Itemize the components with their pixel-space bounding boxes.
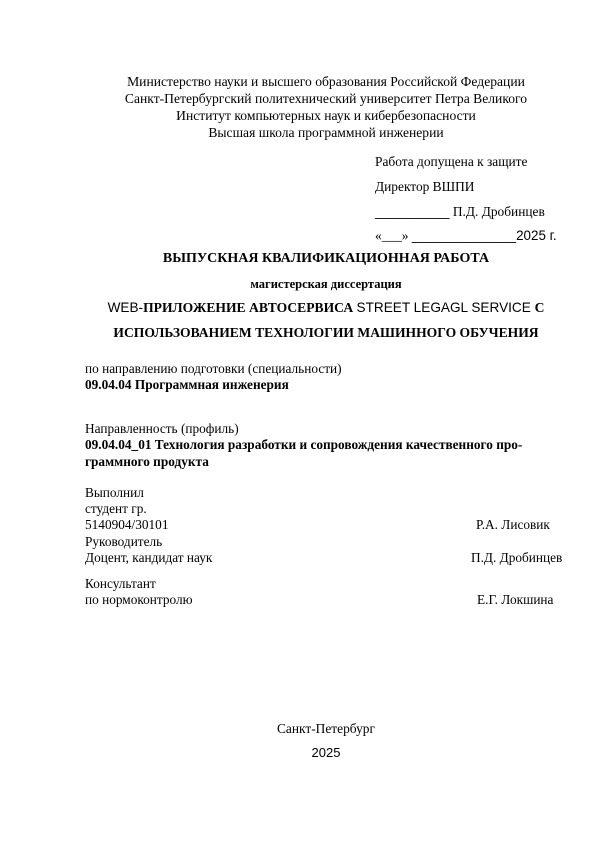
- supervisor-title: Доцент, кандидат наук: [85, 550, 213, 565]
- director-title: Директор ВШПИ: [375, 179, 475, 194]
- year: 2025: [311, 745, 341, 760]
- director-name: П.Д. Дробинцев: [452, 204, 545, 219]
- consultant-name: Е.Г. Локшина: [477, 592, 554, 607]
- director-signature-line: [375, 204, 545, 220]
- city: Санкт-Петербург: [277, 721, 375, 736]
- student-name: Р.А. Лисовик: [476, 517, 550, 532]
- profile-value-line-1: 09.04.04_01 Технология разработки и сопровождения качественного про-: [85, 437, 523, 452]
- university-line: Санкт-Петербургский политехнический университет Петра Великого: [124, 91, 528, 106]
- thesis-title-line-1: [0, 300, 595, 316]
- profile-label: Направленность (профиль): [85, 421, 239, 436]
- thesis-title-line-2: ИСПОЛЬЗОВАНИЕМ ТЕХНОЛОГИИ МАШИННОГО ОБУЧЕНИЯ: [113, 325, 539, 340]
- direction-value: 09.04.04 Программная инженерия: [85, 377, 289, 392]
- title-part-with: С: [534, 300, 545, 315]
- title-part-web: WEB-: [107, 300, 144, 315]
- group-number: 5140904/30101: [85, 517, 169, 532]
- supervisor-label: Руководитель: [85, 534, 163, 549]
- direction-label: по направлению подготовки (специальности): [85, 361, 342, 376]
- title-part-app: ПРИЛОЖЕНИЕ АВТОСЕРВИСА: [143, 300, 357, 315]
- date-blank: ______________: [411, 228, 517, 243]
- ministry-line: Министерство науки и высшего образования Российской Федерации: [127, 74, 525, 89]
- date-year: 2025 г.: [516, 228, 557, 243]
- signature-blank: __________: [375, 204, 450, 219]
- profile-value-line-2: граммного продукта: [85, 454, 209, 469]
- admitted-to-defense: Работа допущена к защите: [375, 154, 528, 169]
- completed-label: Выполнил: [85, 485, 144, 500]
- approval-date-line: [375, 228, 557, 244]
- consultant-role: по нормоконтролю: [85, 592, 193, 607]
- thesis-subtype: магистерская диссертация: [250, 277, 402, 291]
- institute-line: Институт компьютерных наук и кибербезопасности: [176, 108, 476, 123]
- thesis-type: ВЫПУСКНАЯ КВАЛИФИКАЦИОННАЯ РАБОТА: [162, 251, 490, 266]
- supervisor-name: П.Д. Дробинцев: [471, 550, 563, 565]
- title-part-service: STREET LEGAGL SERVICE: [356, 300, 535, 315]
- student-group-label: студент гр.: [85, 501, 147, 516]
- date-day: «___»: [375, 228, 409, 243]
- school-line: Высшая школа программной инженерии: [208, 125, 444, 140]
- consultant-label: Консультант: [85, 576, 156, 591]
